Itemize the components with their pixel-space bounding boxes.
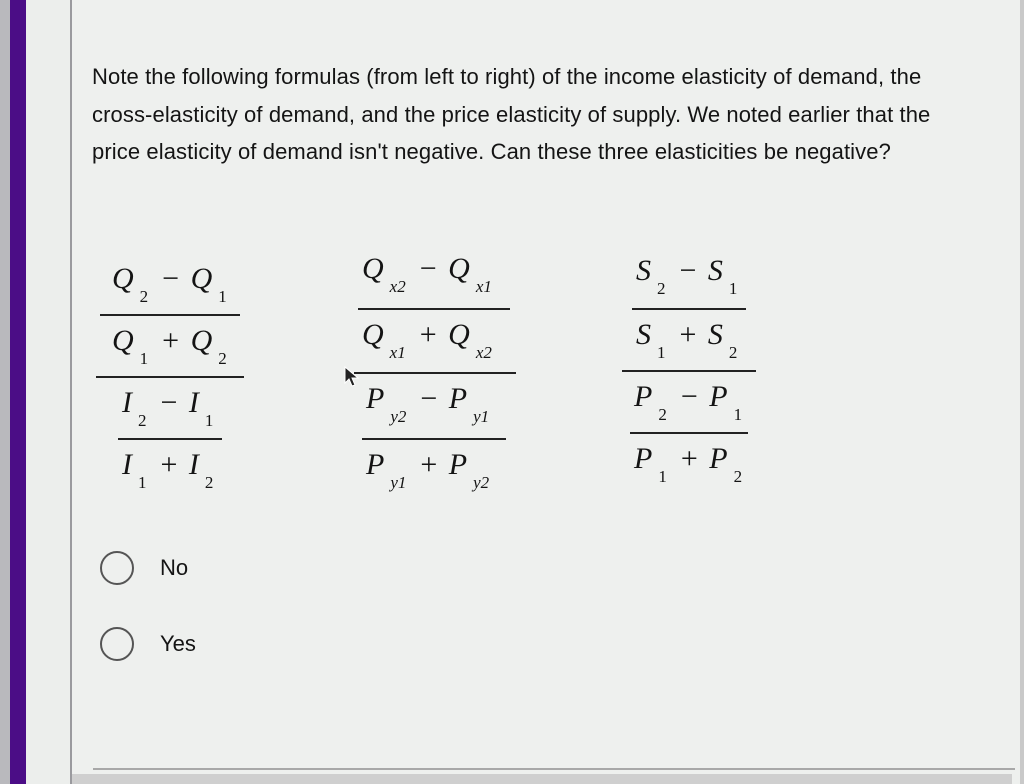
bottom-numerator: $P_2- P_1$ <box>634 380 743 424</box>
main-fraction-bar <box>622 370 756 372</box>
fraction-bar <box>118 438 222 440</box>
fraction-bar <box>630 432 748 434</box>
bottom-denominator: $I_1+ I_2$ <box>122 448 214 492</box>
option-label: Yes <box>160 631 196 656</box>
question-text: Note the following formulas (from left to right) of the income elasticity of demand, the cross-elasticity of demand, and the price elasticity of supply. We noted earlier that the price elasticity of demand isn't negative. Can these three elasticities be negative? <box>92 64 931 164</box>
fraction-bar <box>358 308 510 310</box>
top-numerator: $S_2- S_1$ <box>636 254 738 298</box>
radio-no[interactable] <box>100 551 134 585</box>
option-label: No <box>160 555 189 580</box>
option-yes[interactable] <box>100 627 196 661</box>
main-fraction-bar <box>96 376 244 378</box>
bottom-denominator: $P_1+ P_2$ <box>634 442 743 486</box>
mouse-cursor-icon <box>344 366 362 388</box>
left-panel <box>26 0 70 784</box>
footer-area <box>72 774 1012 784</box>
window-edge <box>0 0 10 784</box>
bottom-numerator: $P_{y2}- P_{y1}$ <box>366 382 490 426</box>
main-fraction-bar <box>354 372 516 374</box>
top-numerator: $Q_2- Q_1$ <box>112 262 227 306</box>
formula-price-elasticity-of-supply <box>622 254 772 494</box>
window-edge-right <box>1020 0 1024 784</box>
sidebar-accent-bar <box>10 0 26 784</box>
bottom-denominator: $P_{y1}+ P_{y2}$ <box>366 448 490 492</box>
fraction-bar <box>362 438 506 440</box>
top-denominator: $S_1+ S_2$ <box>636 318 738 362</box>
top-numerator: $Q_{x2}- Q_{x1}$ <box>362 252 492 296</box>
radio-yes[interactable] <box>100 627 134 661</box>
fraction-bar <box>632 308 746 310</box>
top-denominator: $Q_{x1}+ Q_{x2}$ <box>362 318 492 362</box>
top-denominator: $Q_1+ Q_2$ <box>112 324 227 368</box>
option-no[interactable] <box>100 551 188 585</box>
formula-cross-elasticity <box>356 252 526 502</box>
bottom-numerator: $I_2- I_1$ <box>122 386 214 430</box>
fraction-bar <box>100 314 240 316</box>
divider <box>93 768 1015 770</box>
formula-income-elasticity <box>96 262 256 502</box>
